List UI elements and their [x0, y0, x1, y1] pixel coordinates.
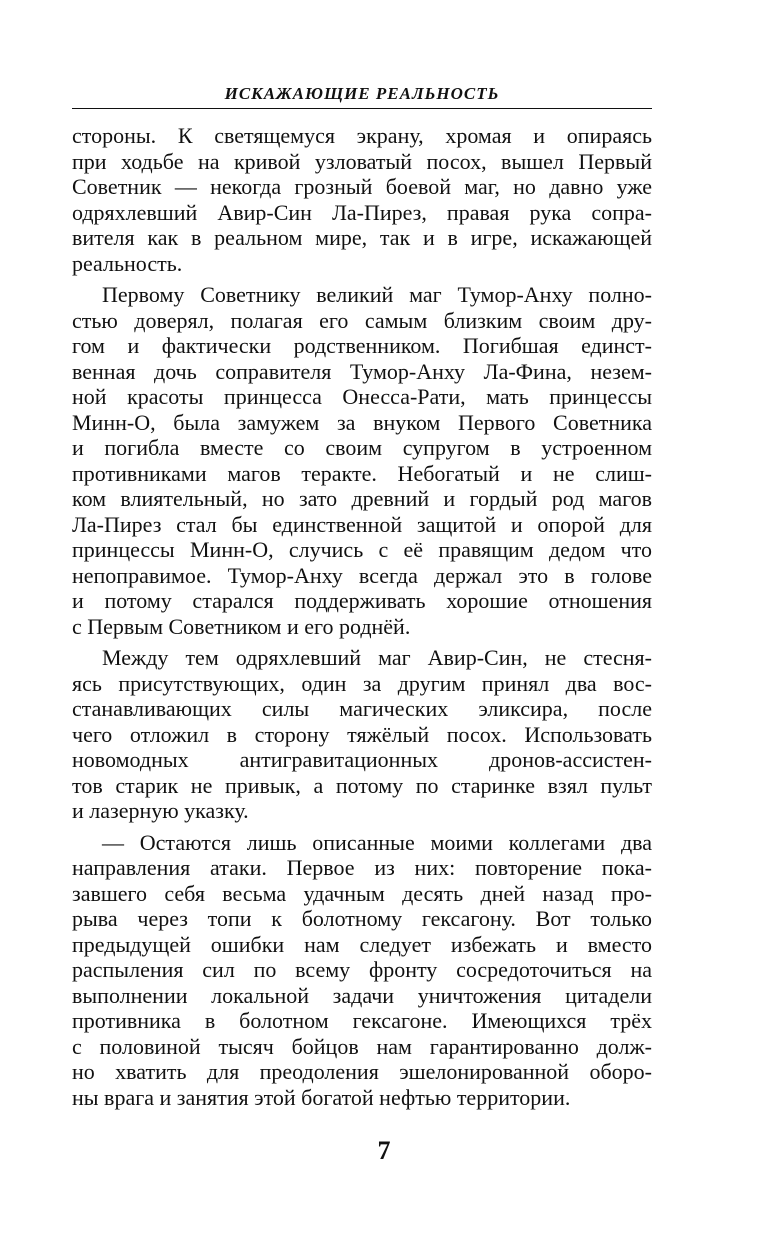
- text-line: Минн-О, была замужем за внуком Первого Советника: [72, 409, 652, 435]
- text-line: завшего себя весьма удачным десять дней назад про-: [72, 880, 652, 906]
- text-line: рыва через топи к болотному гексагону. Вот только: [72, 906, 652, 931]
- text-line: с Первым Советником и его роднёй.: [72, 613, 411, 639]
- text-line: Ла-Пирез стал бы единственной защитой и опорой для: [72, 511, 652, 537]
- text-line: предыдущей ошибки нам следует избежать и вместо: [72, 931, 652, 957]
- page-number: 7: [377, 1136, 391, 1165]
- header-rule: [72, 108, 652, 109]
- text-line: ком влиятельный, но зато древний и гордый род магов: [72, 486, 652, 511]
- running-title: ИСКАЖАЮЩИЕ РЕАЛЬНОСТЬ: [224, 84, 500, 103]
- text-line: с половиной тысяч бойцов нам гарантированно долж-: [72, 1033, 652, 1059]
- text-line: — Остаются лишь описанные моими коллегами два: [102, 829, 652, 855]
- paragraph: [72, 282, 652, 639]
- text-line: ясь присутствующих, один за другим принял два вос-: [72, 670, 652, 696]
- text-line: стью доверял, полагая его самым близким своим дру-: [72, 307, 652, 333]
- text-line: станавливающих силы магических эликсира, после: [72, 696, 652, 721]
- text-line: чего отложил в сторону тяжёлый посох. Использовать: [72, 721, 652, 747]
- text-line: принцессы Минн-О, случись с её правящим дедом что: [72, 537, 652, 562]
- text-line: и потому старался поддерживать хорошие отношения: [72, 588, 652, 613]
- paragraph: [72, 645, 652, 824]
- text-line: непоправимое. Тумор-Анху всегда держал это в голове: [72, 562, 652, 588]
- paragraph: [72, 123, 652, 276]
- text-line: Между тем одряхлевший маг Авир-Син, не стесня-: [102, 645, 652, 670]
- text-line: и лазерную указку.: [72, 798, 249, 823]
- book-page: [72, 84, 652, 1110]
- text-line: тов старик не привык, а потому по старинке взял пульт: [72, 772, 652, 798]
- text-line: вителя как в реальном мире, так и в игре, искажающей: [72, 225, 652, 250]
- text-line: направления атаки. Первое из них: повторение пока-: [72, 855, 652, 880]
- text-line: венная дочь соправителя Тумор-Анху Ла-Фина, незем-: [72, 358, 652, 384]
- text-line: одряхлевший Авир-Син Ла-Пирез, правая рука сопра-: [72, 199, 652, 225]
- text-line: новомодных антигравитационных дронов-ассистен-: [72, 747, 652, 772]
- text-line: но хватить для преодоления эшелонированной оборо-: [72, 1059, 652, 1084]
- text-line: ной красоты принцесса Онесса-Рати, мать принцессы: [72, 384, 652, 409]
- text-line: при ходьбе на кривой узловатый посох, вышел Первый: [72, 148, 652, 174]
- text-line: противника в болотном гексагоне. Имеющихся трёх: [72, 1008, 652, 1033]
- text-line: стороны. К светящемуся экрану, хромая и опираясь: [72, 123, 652, 148]
- text-line: распыления сил по всему фронту сосредоточиться на: [72, 957, 652, 982]
- paragraph: [72, 830, 652, 1111]
- text-line: гом и фактически родственником. Погибшая единст-: [72, 333, 652, 358]
- body-text: [72, 123, 652, 1110]
- text-line: выполнении локальной задачи уничтожения цитадели: [72, 982, 652, 1008]
- text-line: Первому Советнику великий маг Тумор-Анху полно-: [102, 282, 652, 307]
- text-line: противниками магов теракте. Небогатый и не слиш-: [72, 460, 652, 486]
- text-line: Советник — некогда грозный боевой маг, но давно уже: [72, 174, 652, 199]
- text-line: реальность.: [72, 250, 183, 276]
- text-line: и погибла вместе со своим супругом в устроенном: [72, 435, 652, 460]
- text-line: ны врага и занятия этой богатой нефтью территории.: [72, 1084, 571, 1110]
